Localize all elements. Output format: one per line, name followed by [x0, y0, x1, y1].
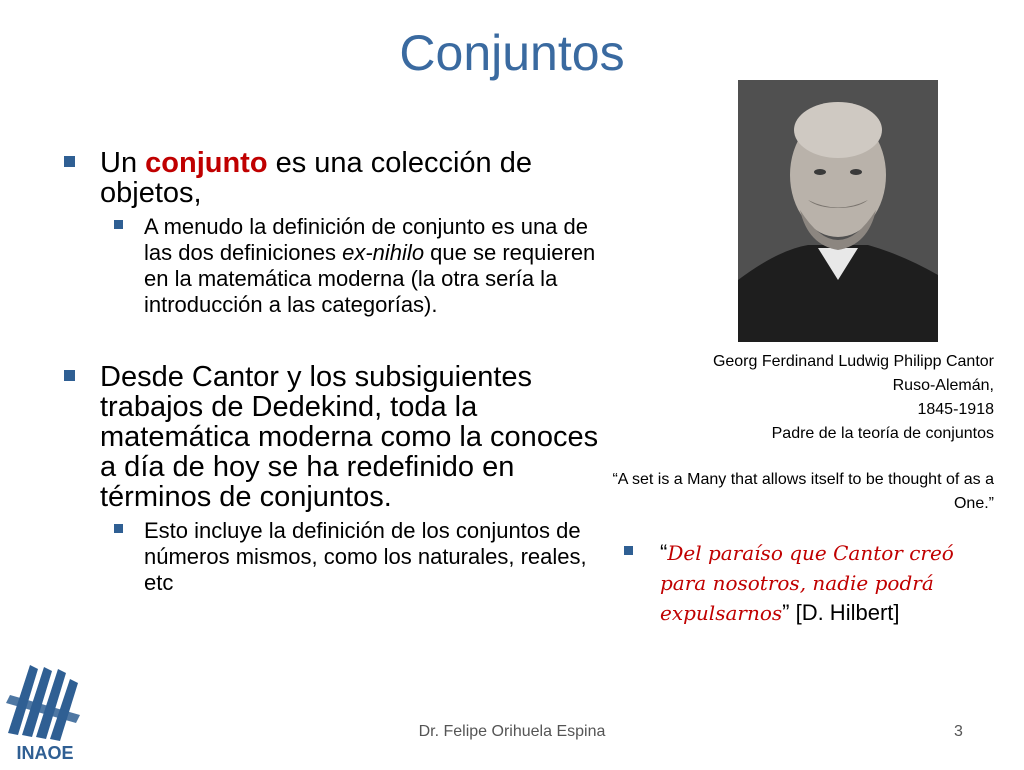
caption-years: 1845-1918	[917, 401, 994, 418]
square-bullet-icon	[64, 370, 75, 381]
page-number: 3	[954, 723, 963, 740]
quote-attribution: ” [D. Hilbert]	[782, 600, 900, 625]
square-bullet-icon	[114, 220, 123, 229]
sub-text-italic: ex-nihilo	[342, 240, 425, 265]
bullet-text-pre: Un	[100, 147, 146, 179]
highlight-word: conjunto	[145, 147, 268, 179]
square-bullet-icon	[624, 546, 633, 555]
caption-quote: “A set is a Many that allows itself to be thought of as a One.”	[612, 471, 994, 512]
quote-open: “	[660, 540, 668, 565]
main-bullet-list	[62, 148, 610, 614]
sub-bullet-numbers	[100, 518, 610, 596]
hilbert-quote	[622, 538, 982, 628]
footer-author: Dr. Felipe Orihuela Espina	[418, 723, 606, 740]
inaoe-logo	[0, 655, 90, 765]
slide-title: Conjuntos	[399, 25, 625, 81]
portrait-photo-icon	[738, 80, 938, 342]
bullet-set-definition	[62, 148, 610, 318]
sub-text-post: que se requieren en la matemática moderna (la otra sería la introducción a las categorías).	[144, 240, 596, 317]
cantor-portrait	[738, 80, 938, 342]
bullet-text-post: es una colección de objetos,	[100, 147, 532, 209]
caption-origin: Ruso-Alemán,	[892, 377, 994, 394]
logo-text: INAOE	[16, 743, 74, 763]
sub-text: Esto incluye la definición de los conjuntos de números mismos, como los naturales, reales, etc	[144, 518, 587, 595]
bullet-text: Desde Cantor y los subsiguientes trabajos de Dedekind, toda la matemática moderna como la conoces a día de hoy se ha redefinido en términos de conjuntos.	[100, 361, 599, 513]
caption-name: Georg Ferdinand Ludwig Philipp Cantor	[712, 353, 994, 370]
portrait-caption	[574, 350, 994, 516]
inaoe-logo-icon	[0, 655, 90, 765]
bullet-cantor-dedekind	[62, 362, 610, 596]
quote-italic-text: Del paraíso que Cantor creó para nosotros, nadie podrá expulsarnos	[660, 541, 954, 625]
square-bullet-icon	[114, 524, 123, 533]
caption-role: Padre de la teoría de conjuntos	[771, 425, 994, 442]
sub-bullet-ex-nihilo	[100, 214, 610, 318]
sub-text-pre: A menudo la definición de conjunto es una de las dos definiciones	[144, 214, 588, 265]
square-bullet-icon	[64, 156, 75, 167]
